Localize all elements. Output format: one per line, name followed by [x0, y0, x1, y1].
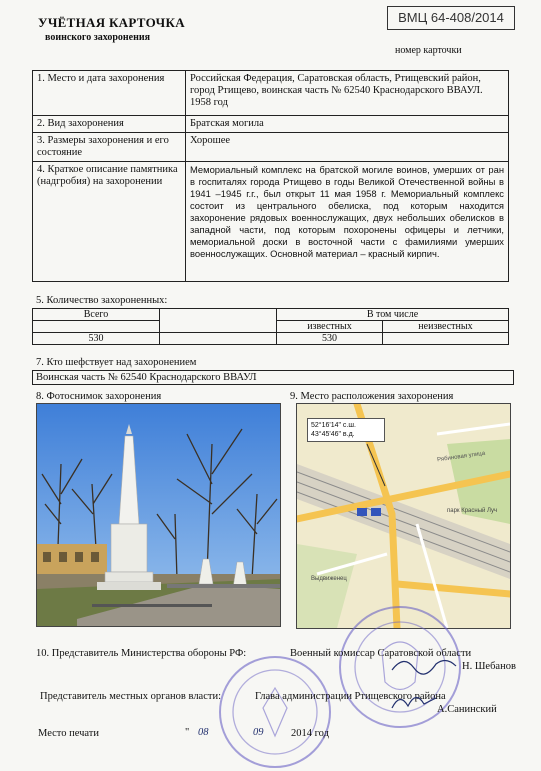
card-title: УЧЁТНАЯ КАРТОЧКА	[38, 15, 185, 30]
local-rep-label: Представитель местных органов власти:	[40, 691, 222, 702]
chief-heading: 7. Кто шефствует над захоронением	[36, 357, 197, 368]
location-map	[296, 403, 511, 629]
date-day: 08	[198, 727, 209, 738]
coord-lon: 43°45'46" в.д.	[311, 431, 355, 438]
row-value: Российская Федерация, Саратовская область, Ртищевский район, город Ртищево, воинская часть № 62540 Краснодарского ВВАУЛ. 1958 год	[186, 71, 509, 116]
total-label: Всего	[33, 309, 160, 321]
coordinates-box	[307, 418, 385, 442]
table-row	[33, 71, 509, 116]
table-row	[33, 162, 509, 282]
count-heading: 5. Количество захороненных:	[36, 295, 168, 306]
row-value: Мемориальный комплекс на братской могиле воинов, умерших от ран в госпиталях города Ртищево в годы Великой Отечественной войны в 1941 –1945 г.г., был открыт 11 мая 1958 г. Мемориальный комплекс состоит из центрального обелиска, под которым находится захоронение рядовых военнослужащих, двух небольших обелисков в западной части, под которым похоронены офицеры и летчики, мемориальной доски в восточной части с фамилиями умерших военнослужащих. Основной материал – красный кирпич.	[186, 162, 509, 282]
card-id-box: ВМЦ 64-408/2014	[387, 6, 515, 30]
row-label: 2. Вид захоронения	[33, 116, 186, 133]
burial-info-table	[32, 70, 509, 282]
date-quote: "	[185, 727, 190, 738]
count-table	[32, 308, 509, 345]
known-value: 530	[277, 333, 383, 345]
known-label: известных	[277, 321, 383, 333]
local-rep-signature	[390, 688, 440, 714]
including-label: В том числе	[277, 309, 509, 321]
seal-label: Место печати	[38, 728, 100, 739]
table-row	[33, 116, 509, 133]
table-row	[33, 133, 509, 162]
unknown-label: неизвестных	[382, 321, 508, 333]
place-label-2: парк Красный Луч	[447, 508, 498, 514]
row-label: 3. Размеры захоронения и его состояние	[33, 133, 186, 162]
card-subtitle: воинского захоронения	[45, 32, 151, 43]
street-label: Рябиновая улица	[436, 450, 486, 464]
photo-heading: 8. Фотоснимок захоронения	[36, 391, 162, 402]
mod-rep-label: 10. Представитель Министерства обороны РФ:	[36, 648, 247, 659]
coord-lat: 52°16'14" с.ш.	[311, 422, 356, 429]
card-number-label: номер карточки	[395, 45, 462, 56]
total-value: 530	[33, 333, 160, 345]
row-value: Братская могила	[186, 116, 509, 133]
date-year: 2014 год	[291, 728, 329, 739]
map-heading: 9. Место расположения захоронения	[290, 391, 454, 402]
memorial-photo	[36, 403, 281, 627]
unknown-value	[382, 333, 508, 345]
local-rep-name: А.Санинский	[437, 704, 497, 715]
date-month: 09	[253, 727, 264, 738]
row-label: 4. Краткое описание памятника (надгробия) на захоронении	[33, 162, 186, 282]
row-value: Хорошее	[186, 133, 509, 162]
mod-rep-title: Военный комиссар Саратовской области	[290, 648, 472, 659]
mod-rep-signature	[390, 652, 460, 678]
mod-rep-name: Н. Шебанов	[462, 661, 516, 672]
place-label-1: Выдвиженец	[311, 576, 347, 582]
chief-value: Воинская часть № 62540 Краснодарского ВВАУЛ	[32, 370, 514, 385]
row-label: 1. Место и дата захоронения	[33, 71, 186, 116]
local-rep-title: Глава администрации Ртищевского района	[255, 691, 446, 702]
